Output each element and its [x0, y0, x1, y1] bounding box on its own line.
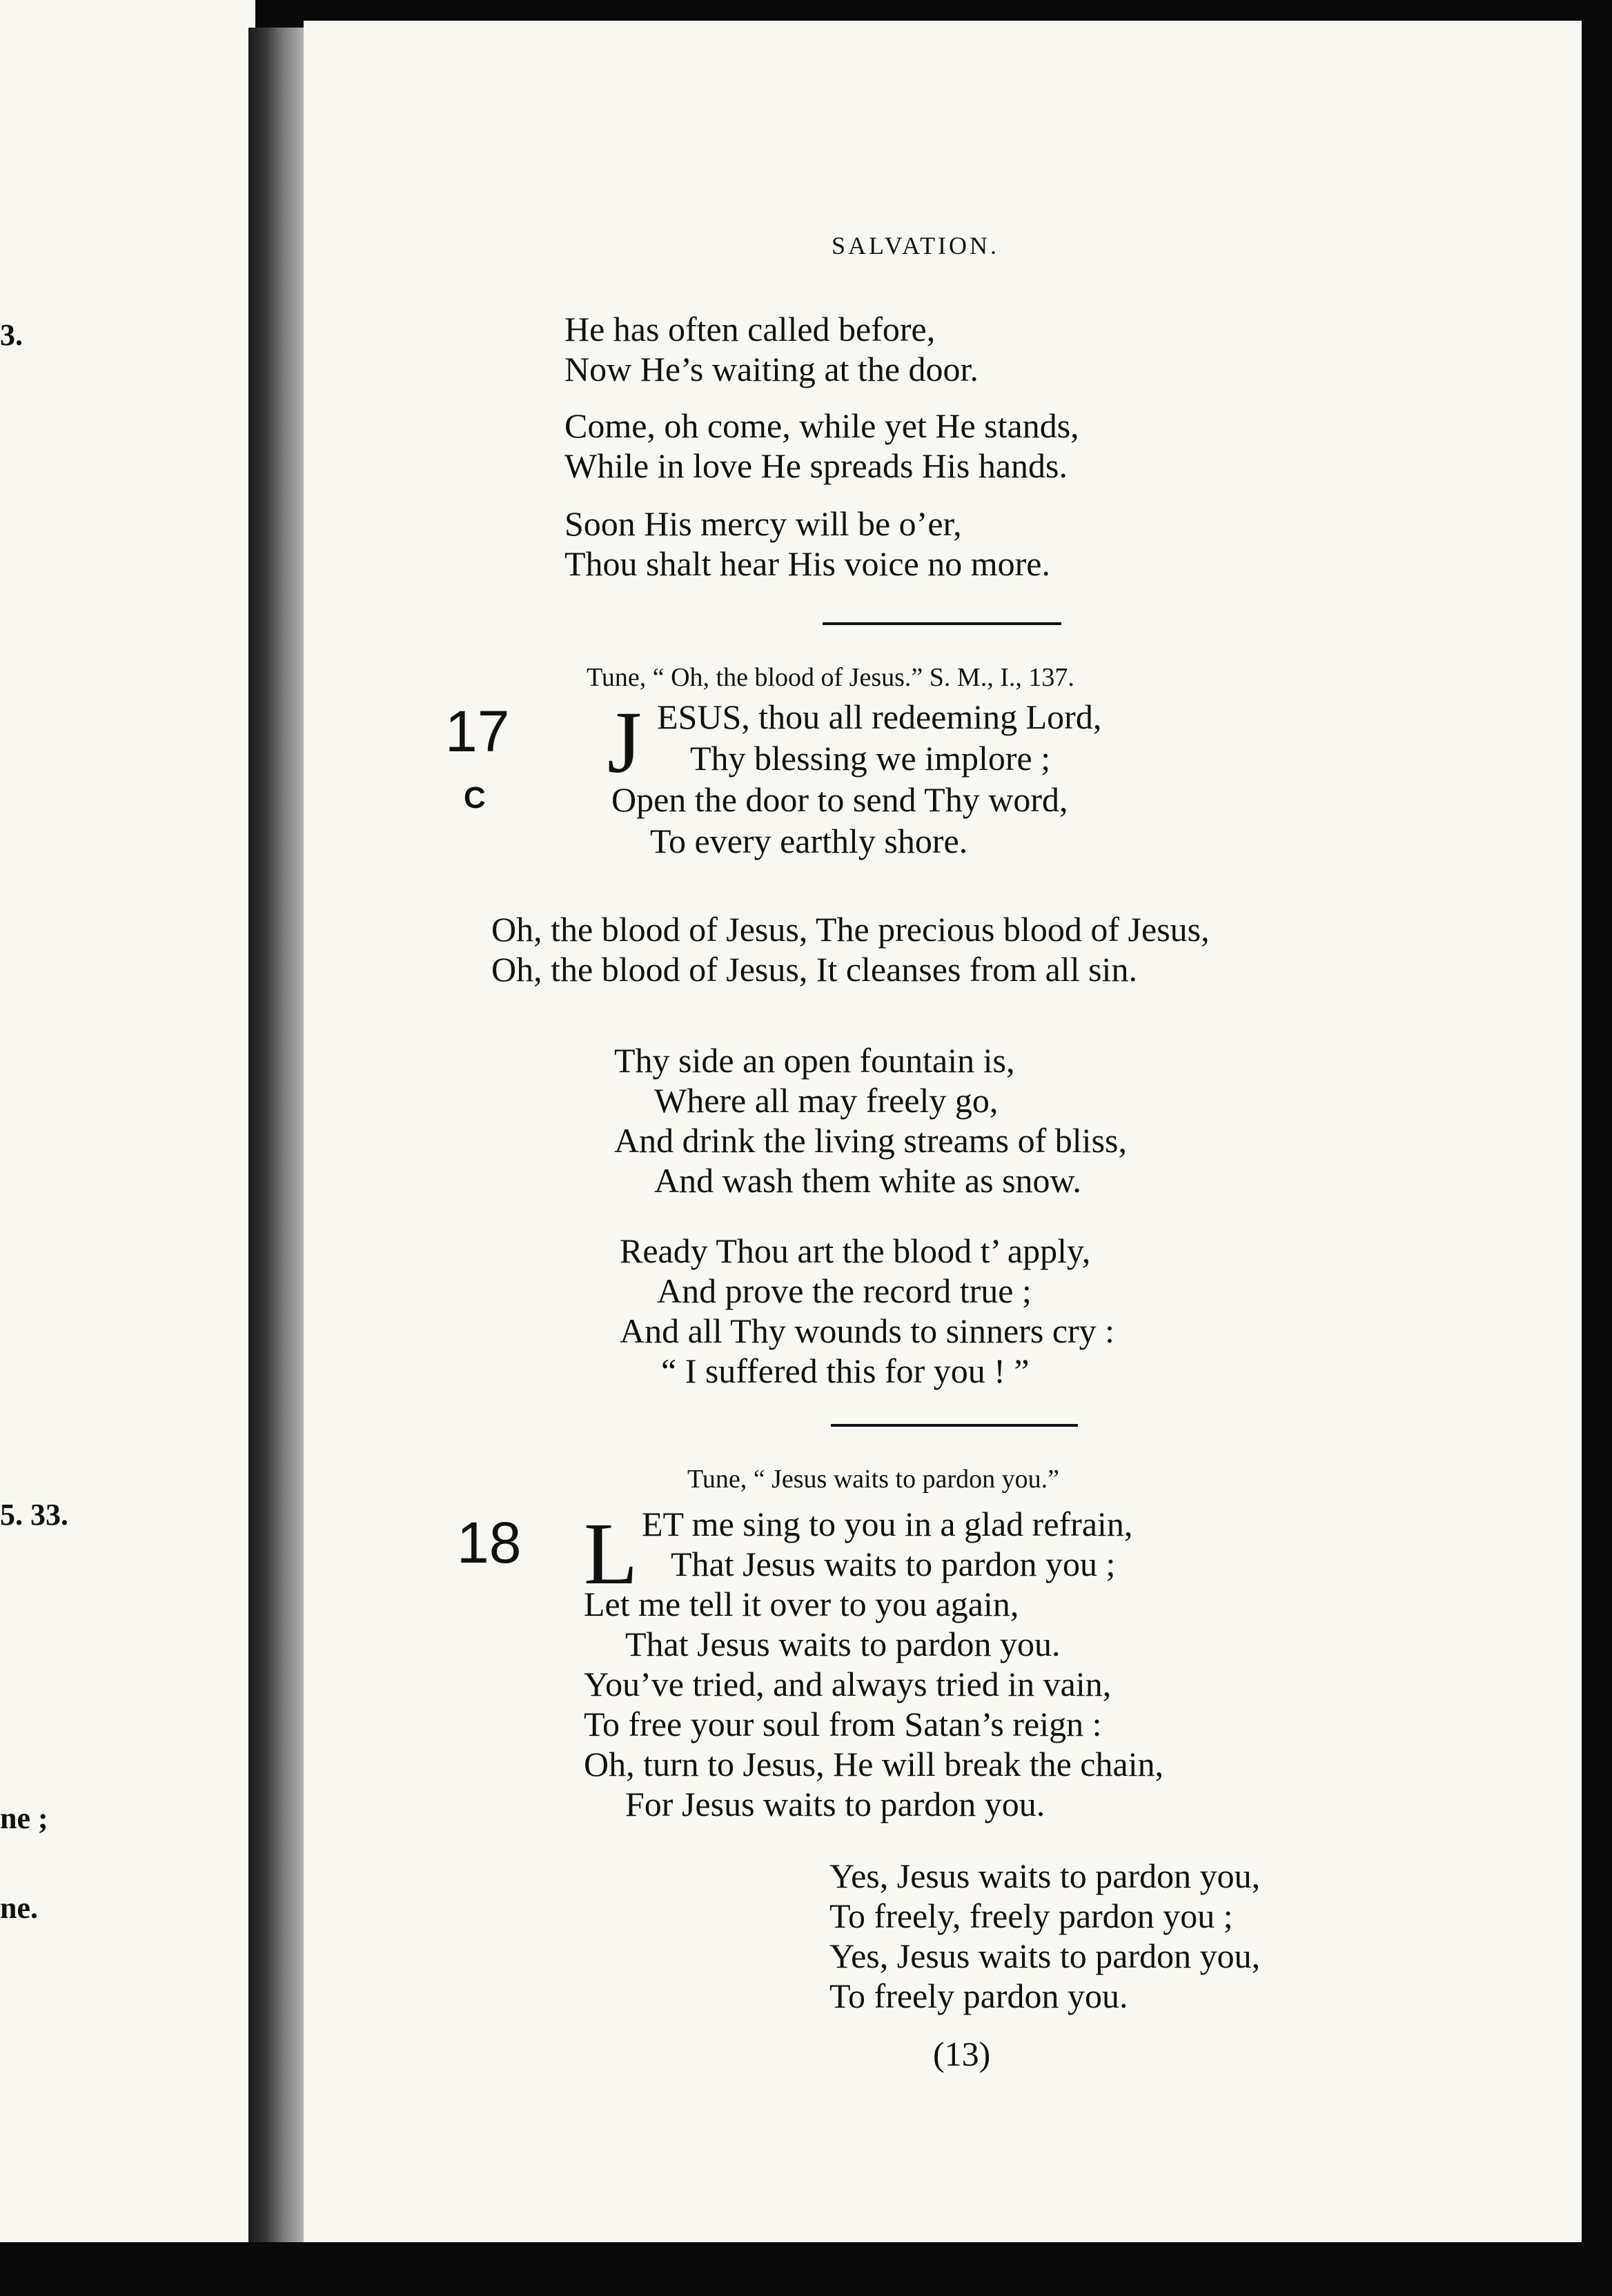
verse-line: “ I suffered this for you ! ” — [661, 1352, 1030, 1390]
left-page-fragment: ne. — [0, 1891, 38, 1925]
chorus-line: To freely pardon you. — [829, 1977, 1128, 2015]
verse-line: To free your soul from Satan’s reign : — [584, 1705, 1102, 1743]
verse-line: To every earthly shore. — [650, 822, 968, 860]
drop-cap: J — [607, 693, 642, 791]
verse-line: Soon His mercy will be o’er, — [564, 504, 962, 543]
meter-letter: C — [464, 781, 486, 815]
verse-line: And drink the living streams of bliss, — [614, 1121, 1127, 1160]
book-gutter — [248, 28, 311, 2242]
verse-line: Come, oh come, while yet He stands, — [564, 406, 1079, 445]
page-number: (13) — [933, 2035, 991, 2073]
tune-line: Tune, “ Oh, the blood of Jesus.” S. M., I., 137. — [587, 663, 1074, 692]
verse-line: You’ve tried, and always tried in vain, — [584, 1665, 1112, 1703]
verse-line: Where all may freely go, — [654, 1081, 999, 1120]
chorus-line: Yes, Jesus waits to pardon you, — [829, 1857, 1261, 1895]
section-divider — [831, 1424, 1078, 1427]
hymn-number: 18 — [457, 1510, 522, 1575]
section-divider — [823, 622, 1061, 625]
left-page-fragment: 3. — [0, 318, 23, 352]
verse-line: Now He’s waiting at the door. — [564, 350, 979, 388]
verse-line: He has often called before, — [564, 310, 936, 348]
page-header: SALVATION. — [832, 232, 1000, 259]
verse-line: Ready Thou art the blood t’ apply, — [620, 1231, 1091, 1270]
chorus-line: To freely, freely pardon you ; — [829, 1897, 1233, 1935]
verse-line: While in love He spreads His hands. — [564, 446, 1068, 485]
verse-line: ET me sing to you in a glad refrain, — [642, 1505, 1133, 1543]
left-page-fragment: 5. 33. — [0, 1498, 68, 1532]
tune-line: Tune, “ Jesus waits to pardon you.” — [687, 1465, 1059, 1494]
scan-border — [0, 2242, 1612, 2296]
verse-line: That Jesus waits to pardon you ; — [671, 1545, 1116, 1583]
chorus-line: Oh, the blood of Jesus, It cleanses from all sin. — [491, 950, 1137, 989]
verse-line: Let me tell it over to you again, — [584, 1585, 1019, 1623]
verse-line: Thy blessing we implore ; — [690, 739, 1051, 778]
verse-line: Thou shalt hear His voice no more. — [564, 544, 1050, 583]
verse-line: Oh, turn to Jesus, He will break the chain, — [584, 1745, 1164, 1783]
left-page-fragment: ne ; — [0, 1801, 48, 1835]
verse-line: Thy side an open fountain is, — [614, 1041, 1015, 1080]
verse-line: And all Thy wounds to sinners cry : — [620, 1312, 1115, 1350]
chorus-line: Yes, Jesus waits to pardon you, — [829, 1937, 1261, 1975]
verse-line: For Jesus waits to pardon you. — [625, 1785, 1045, 1823]
verse-line: And prove the record true ; — [657, 1271, 1032, 1310]
verse-line: And wash them white as snow. — [654, 1161, 1081, 1200]
verse-line: Open the door to send Thy word, — [611, 780, 1068, 819]
hymn-number: 17 — [445, 699, 510, 764]
verse-line: ESUS, thou all redeeming Lord, — [657, 697, 1102, 736]
drop-cap: L — [584, 1505, 638, 1603]
chorus-line: Oh, the blood of Jesus, The precious blood of Jesus, — [491, 910, 1210, 949]
verse-line: That Jesus waits to pardon you. — [625, 1625, 1061, 1663]
left-page — [0, 0, 255, 2296]
